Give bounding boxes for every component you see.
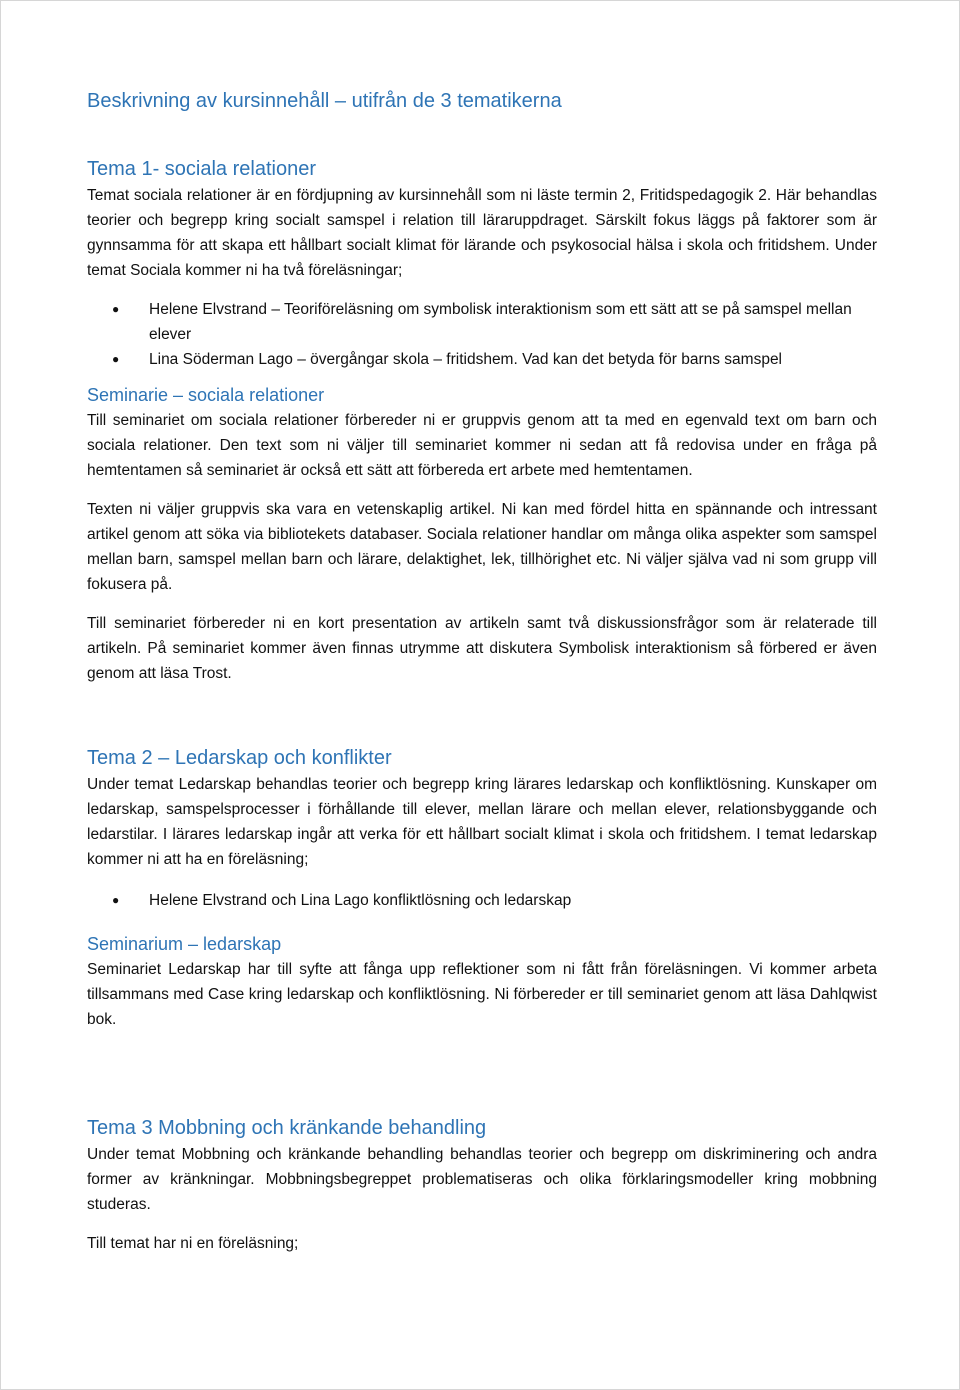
document-title: Beskrivning av kursinnehåll – utifrån de 3 tematikerna bbox=[87, 90, 562, 112]
theme-2-lecture-list bbox=[87, 888, 877, 913]
list-item bbox=[87, 888, 877, 913]
list-item bbox=[87, 297, 877, 347]
theme-3-section bbox=[87, 1114, 877, 1256]
lecture-text: Helene Elvstrand – Teoriföreläsning om symbolisk interaktionism som ett sätt att se på samspel mellan elever bbox=[149, 301, 852, 343]
document-content bbox=[87, 87, 877, 1256]
theme-2-intro: Under temat Ledarskap behandlas teorier och begrepp kring lärares ledarskap och konfliktlösning. Kunskaper om ledarskap, samspelsprocesser i förhållande till elever, mellan lärare och mellan elever, relationsbyggande och ledarstilar. I lärares ledarskap ingår att verka för ett hållbart socialt klimat i skola och fritidshem. I temat ledarskap kommer ni att ha en föreläsning; bbox=[87, 776, 877, 868]
theme-1-heading: Tema 1- sociala relationer bbox=[87, 158, 316, 180]
theme-2-section bbox=[87, 744, 877, 1032]
theme-3-intro: Under temat Mobbning och kränkande behandling behandlas teorier och begrepp om diskriminering och andra former av kränkningar. Mobbningsbegreppet problematiseras och olika förklaringsmodeller kring mobbning studeras. bbox=[87, 1146, 877, 1213]
lecture-text: Helene Elvstrand och Lina Lago konfliktlösning och ledarskap bbox=[149, 892, 572, 909]
lecture-text: Lina Söderman Lago – övergångar skola – fritidshem. Vad kan det betyda för barns samspel bbox=[149, 351, 783, 368]
theme-1-seminar-heading: Seminarie – sociala relationer bbox=[87, 385, 325, 405]
theme-1-lecture-list bbox=[87, 297, 877, 372]
bullet-icon: ● bbox=[112, 893, 120, 907]
seminar-paragraph: Seminariet Ledarskap har till syfte att fånga upp reflektioner som ni fått från föreläsningen. Vi kommer arbeta tillsammans med Case kring ledarskap och konfliktlösning. Ni förbereder er till seminariet genom att läsa Dahlqwist bok. bbox=[87, 961, 877, 1028]
seminar-paragraph: Texten ni väljer gruppvis ska vara en vetenskaplig artikel. Ni kan med fördel hitta en spännande och intressant artikel genom att söka via bibliotekets databaser. Sociala relationer handlar om många olika aspekter som samspel mellan barn, samspel mellan barn och lärare, delaktighet, lek, tillhörighet etc. Ni väljer själva vad ni som grupp vill fokusera på. bbox=[87, 501, 877, 593]
section-spacer bbox=[87, 686, 877, 744]
theme-2-heading: Tema 2 – Ledarskap och konflikter bbox=[87, 747, 392, 769]
bullet-icon: ● bbox=[112, 302, 120, 316]
seminar-paragraph: Till seminariet förbereder ni en kort presentation av artikeln samt två diskussionsfrågor som är relaterade till artikeln. På seminariet kommer även finnas utrymme att diskutera Symbolisk interaktionism så förbered er även genom att läsa Trost. bbox=[87, 615, 877, 682]
theme-3-heading: Tema 3 Mobbning och kränkande behandling bbox=[87, 1117, 487, 1139]
seminar-paragraph: Till seminariet om sociala relationer förbereder ni er gruppvis genom att ta med en egenvald text om barn och sociala relationer. Den text som ni väljer till seminariet kommer ni sedan att få redovisa under en fråga på hemtentamen så seminariet är också ett sätt att förbereda ert arbete med hemtentamen. bbox=[87, 412, 877, 479]
theme-3-closing: Till temat har ni en föreläsning; bbox=[87, 1235, 299, 1252]
theme-2-seminar-heading: Seminarium – ledarskap bbox=[87, 934, 282, 954]
list-item bbox=[87, 347, 877, 372]
theme-1-section bbox=[87, 155, 877, 686]
theme-1-intro: Temat sociala relationer är en fördjupning av kursinnehåll som ni läste termin 2, Fritidspedagogik 2. Här behandlas teorier och begrepp kring socialt samspel i relation till läraruppdraget. Särskilt fokus läggs på faktorer som är gynnsamma för att skapa ett hållbart socialt klimat för lärande och psykosocial hälsa i skola och fritidshem. Under temat Sociala kommer ni ha två föreläsningar; bbox=[87, 187, 877, 279]
section-spacer bbox=[87, 1032, 877, 1114]
bullet-icon: ● bbox=[112, 352, 120, 366]
